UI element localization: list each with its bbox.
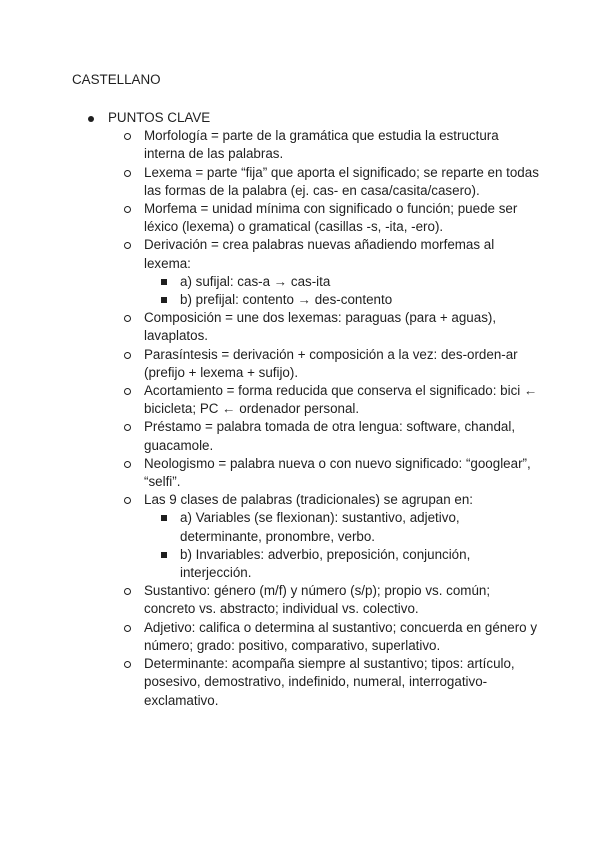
bullet-circle-icon <box>124 315 131 322</box>
section-heading: PUNTOS CLAVE <box>108 110 211 125</box>
item-text: Determinante: acompaña siempre al sustantivo; tipos: artículo, posesivo, demostrativo, indefinido, numeral, interrogativo-exclamativo. <box>144 656 515 708</box>
bullet-circle-icon <box>124 242 131 249</box>
list-item <box>108 164 542 200</box>
subitem-list <box>108 127 542 710</box>
nested-item <box>144 273 542 291</box>
nested-list <box>144 273 542 309</box>
nested-text: a) sufijal: cas-a → cas-ita <box>180 273 331 289</box>
item-text: Las 9 clases de palabras (tradicionales) se agrupan en: <box>144 492 474 508</box>
list-item <box>108 382 542 418</box>
bullet-circle-icon <box>124 388 131 395</box>
list-item <box>108 418 542 454</box>
list-item <box>108 200 542 236</box>
bullet-circle-icon <box>124 170 131 177</box>
item-text: Sustantivo: género (m/f) y número (s/p); propio vs. común; concreto vs. abstracto; individual vs. colectivo. <box>144 583 491 617</box>
bullet-square-icon <box>161 297 167 303</box>
nested-item <box>144 509 542 545</box>
nested-list <box>144 509 542 582</box>
list-item <box>108 455 542 491</box>
item-text: Adjetivo: califica o determina al sustantivo; concuerda en género y número; grado: positivo, comparativo, superlativo. <box>144 619 538 653</box>
nested-item <box>144 546 542 582</box>
item-text: Lexema = parte “fija” que aporta el significado; se reparte en todas las formas de la palabra (ej. cas- en casa/casita/casero). <box>144 164 539 198</box>
main-list <box>72 109 542 710</box>
list-item <box>108 127 542 163</box>
bullet-square-icon <box>161 279 167 285</box>
list-item <box>108 582 542 618</box>
bullet-square-icon <box>161 515 167 521</box>
nested-item <box>144 291 542 309</box>
bullet-circle-icon <box>124 497 131 504</box>
list-item <box>108 346 542 382</box>
bullet-circle-icon <box>124 661 131 668</box>
nested-text: a) Variables (se flexionan): sustantivo, adjetivo, determinante, pronombre, verbo. <box>180 510 460 544</box>
bullet-square-icon <box>161 552 167 558</box>
list-item <box>108 619 542 655</box>
nested-text: b) prefijal: contento → des-contento <box>180 292 393 308</box>
list-item <box>108 655 542 710</box>
bullet-circle-icon <box>124 461 131 468</box>
list-item <box>108 236 542 309</box>
bullet-circle-icon <box>124 625 131 632</box>
item-text: Derivación = crea palabras nuevas añadiendo morfemas al lexema: <box>144 237 495 271</box>
bullet-circle-icon <box>124 424 131 431</box>
bullet-circle-icon <box>124 206 131 213</box>
bullet-disc-icon <box>88 116 94 122</box>
item-text: Neologismo = palabra nueva o con nuevo significado: “googlear”, “selfi”. <box>144 455 531 490</box>
item-text: Parasíntesis = derivación + composición a la vez: des-orden-ar (prefijo + lexema + sufijo). <box>144 346 518 380</box>
item-text: Morfema = unidad mínima con significado o función; puede ser léxico (lexema) o gramatical (casillas -s, -ita, -ero). <box>144 201 518 235</box>
bullet-circle-icon <box>124 133 131 140</box>
bullet-circle-icon <box>124 588 131 595</box>
item-text: Acortamiento = forma reducida que conserva el significado: bici ← bicicleta; PC ← ordenador personal. <box>144 383 538 417</box>
section-item <box>72 109 542 710</box>
item-text: Composición = une dos lexemas: paraguas (para + aguas), lavaplatos. <box>144 310 497 344</box>
item-text: Préstamo = palabra tomada de otra lengua: software, chandal, guacamole. <box>144 419 516 453</box>
nested-text: b) Invariables: adverbio, preposición, conjunción, interjección. <box>180 546 471 581</box>
bullet-circle-icon <box>124 352 131 359</box>
list-item <box>108 309 542 345</box>
list-item <box>108 491 542 582</box>
item-text: Morfología = parte de la gramática que estudia la estructura interna de las palabras. <box>144 128 499 162</box>
document-title: CASTELLANO <box>72 72 161 87</box>
